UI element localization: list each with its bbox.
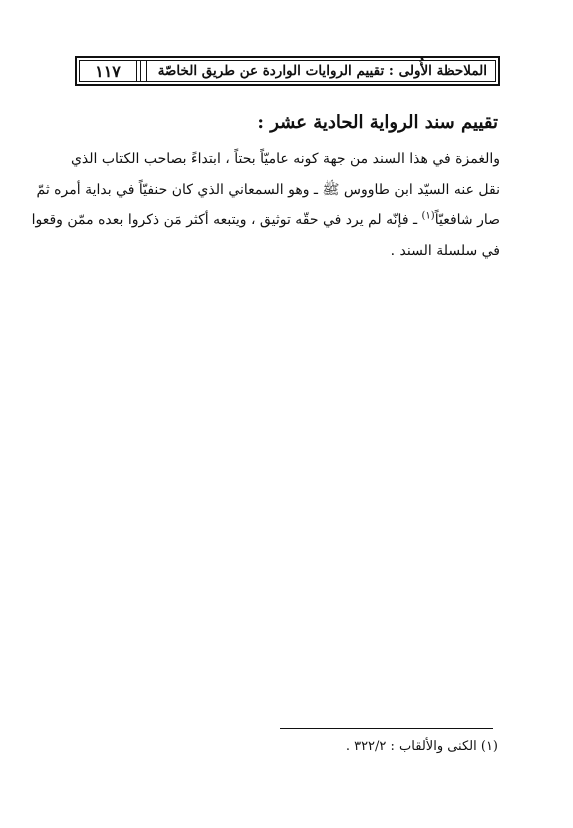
running-header bbox=[75, 56, 500, 86]
body-line-3-end: ـ فإنّه لم يرد في حقّه توثيق ، ويتبعه أكثر مَن ذكروا بعده ممّن وقعوا bbox=[31, 212, 418, 228]
body-line-3-start: صار شافعيّاً bbox=[434, 212, 500, 228]
page-number: ١١٧ bbox=[80, 61, 137, 81]
running-title: الملاحظة الأُولى : تقييم الروايات الواردة عن طريق الخاصّة bbox=[157, 63, 487, 79]
footnote-reference: (١) bbox=[421, 210, 435, 222]
header-inner-frame bbox=[79, 60, 496, 82]
body-line-1: والغمزة في هذا السند من جهة كونه عاميّاً بحتاً ، ابتداءً بصاحب الكتاب الذي bbox=[70, 151, 500, 167]
footnote-divider bbox=[280, 728, 493, 729]
body-line-2: نقل عنه السيّد ابن طاووس ﷺ ـ وهو السمعاني الذي كان حنفيّاً في بداية أمره ثمّ bbox=[36, 181, 500, 198]
body-paragraph bbox=[31, 144, 500, 266]
body-line-3 bbox=[31, 205, 500, 236]
body-line-4: في سلسلة السند . bbox=[390, 242, 500, 259]
footnote: (١) الكنى والألقاب : ٣٢٢/٢ . bbox=[345, 739, 498, 754]
header-divider bbox=[136, 61, 147, 81]
section-heading: تقييم سند الرواية الحادية عشر : bbox=[257, 112, 498, 133]
